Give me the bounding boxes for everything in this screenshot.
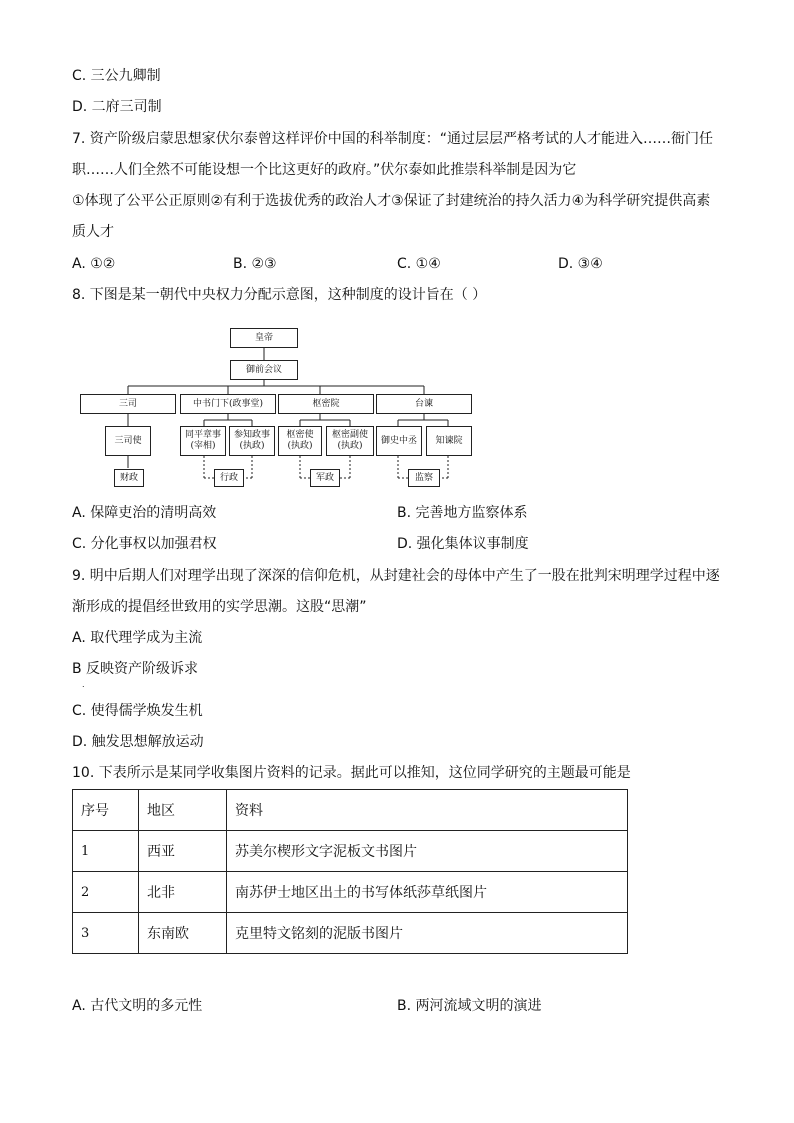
taijian-box: 台谏 [376, 394, 472, 414]
yushizhongcheng-box: 御史中丞 [376, 426, 422, 456]
q6-option-c: C. 三公九卿制 [72, 68, 161, 84]
q7-stem-line2: 职……人们全然不可能设想一个比这更好的政府。”伏尔泰如此推崇科举制是因为它 [72, 162, 577, 178]
canzhizhengshi-title: 参知政事 [233, 430, 270, 440]
tongpingzhangshi-title: 同平章事 [184, 430, 221, 440]
table-cell: 2 [73, 872, 139, 913]
table-cell: 北非 [139, 872, 227, 913]
sansi-box: 三司 [80, 394, 176, 414]
canzhizhengshi-role: (执政) [239, 441, 265, 451]
header-cell: 资料 [227, 790, 628, 831]
q9-option-c: C. 使得儒学焕发生机 [72, 703, 203, 719]
jiancha-label: 监察 [408, 469, 440, 487]
stray-dot: . [82, 680, 85, 689]
power-structure-diagram [80, 322, 463, 492]
q10-option-a: A. 古代文明的多元性 [72, 998, 203, 1014]
shumishi-box [278, 426, 322, 456]
zhongshu-box: 中书门下(政事堂) [180, 394, 276, 414]
header-cell: 地区 [139, 790, 227, 831]
table-row [73, 913, 628, 954]
table-cell: 1 [73, 831, 139, 872]
q9-stem-line1: 9. 明中后期人们对理学出现了深深的信仰危机，从封建社会的母体中产生了一股在批判宋明理学过程中逐 [72, 568, 720, 584]
q10-option-b: B. 两河流域文明的演进 [397, 998, 542, 1014]
q7-stem-line1: 7. 资产阶级启蒙思想家伏尔泰曾这样评价中国的科举制度：“通过层层严格考试的人才能进入……衙门任 [72, 131, 714, 147]
council-box: 御前会议 [230, 360, 298, 380]
q9-stem-line2: 渐形成的提倡经世致用的实学思潮。这股“思潮” [72, 599, 367, 615]
q8-option-a: A. 保障吏治的清明高效 [72, 505, 217, 521]
xingzheng-label: 行政 [214, 469, 244, 487]
caizheng-label: 财政 [114, 469, 144, 487]
q7-option-a: A. ①② [72, 256, 116, 272]
q8-stem: 8. 下图是某一朝代中央权力分配示意图，这种制度的设计旨在（ ） [72, 287, 487, 303]
junzheng-label: 军政 [310, 469, 340, 487]
tongpingzhangshi-role: (宰相) [190, 441, 216, 451]
table-cell: 苏美尔楔形文字泥板文书图片 [227, 831, 628, 872]
q6-option-d: D. 二府三司制 [72, 99, 162, 115]
q7-stem-line4: 质人才 [72, 224, 114, 240]
q7-option-c: C. ①④ [397, 256, 441, 272]
shumifushi-role: (执政) [337, 441, 363, 451]
shumiyuan-box: 枢密院 [278, 394, 374, 414]
table-row [73, 872, 628, 913]
shumifushi-box [326, 426, 374, 456]
q8-option-d: D. 强化集体议事制度 [397, 536, 529, 552]
q9-option-d: D. 触发思想解放运动 [72, 734, 204, 750]
table-row [73, 831, 628, 872]
tongpingzhangshi-box [180, 426, 226, 456]
shumishi-title: 枢密使 [286, 430, 314, 440]
q9-option-b: B 反映资产阶级诉求 [72, 661, 199, 677]
table-cell: 3 [73, 913, 139, 954]
emperor-box: 皇帝 [230, 328, 298, 348]
shumifushi-title: 枢密副使 [331, 430, 368, 440]
shumishi-role: (执政) [287, 441, 313, 451]
q9-option-a: A. 取代理学成为主流 [72, 630, 203, 646]
q7-option-b: B. ②③ [233, 256, 277, 272]
sansishi-box: 三司使 [105, 426, 151, 456]
table-cell: 克里特文铭刻的泥版书图片 [227, 913, 628, 954]
q7-stem-line3: ①体现了公平公正原则②有利于选拔优秀的政治人才③保证了封建统治的持久活力④为科学研究提供高素 [72, 193, 711, 209]
q8-option-b: B. 完善地方监察体系 [397, 505, 528, 521]
header-cell: 序号 [73, 790, 139, 831]
table-cell: 西亚 [139, 831, 227, 872]
canzhizhengshi-box [229, 426, 275, 456]
q8-option-c: C. 分化事权以加强君权 [72, 536, 217, 552]
q7-option-d: D. ③④ [558, 256, 603, 272]
materials-table [72, 789, 628, 954]
table-cell: 东南欧 [139, 913, 227, 954]
zhijianyuan-box: 知谏院 [426, 426, 472, 456]
q10-stem: 10. 下表所示是某同学收集图片资料的记录。据此可以推知，这位同学研究的主题最可能是 [72, 765, 631, 781]
table-header-row [73, 790, 628, 831]
table-cell: 南苏伊士地区出土的书写体纸莎草纸图片 [227, 872, 628, 913]
